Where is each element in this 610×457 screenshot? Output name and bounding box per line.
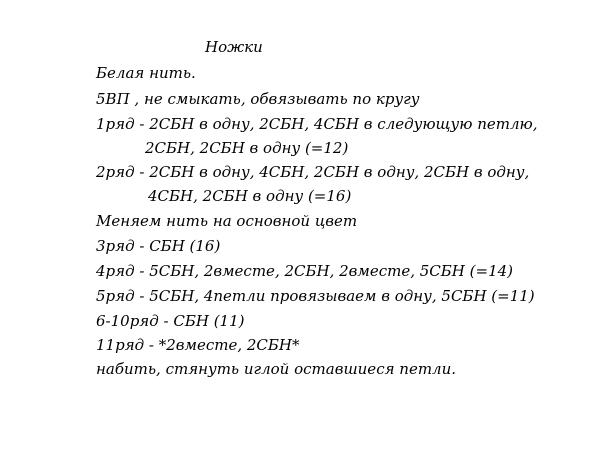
text-line: 2СБН, 2СБН в одну (=12): [145, 139, 349, 157]
text-line: 2ряд - 2СБН в одну, 4СБН, 2СБН в одну, 2СБН в одну,: [96, 163, 530, 181]
text-line: 4СБН, 2СБН в одну (=16): [148, 187, 352, 205]
text-line: Белая нить.: [96, 64, 196, 82]
text-line: набить, стянуть иглой оставшиеся петли.: [96, 360, 457, 378]
text-line: 11ряд - *2вместе, 2СБН*: [96, 336, 300, 354]
text-line: 3ряд - СБН (16): [96, 237, 221, 255]
text-line: Меняем нить на основной цвет: [96, 212, 358, 230]
text-line: 5ВП , не смыкать, обвязывать по кругу: [96, 90, 420, 108]
document-title: Ножки: [205, 38, 263, 56]
text-line: 5ряд - 5СБН, 4петли провязываем в одну, 5СБН (=11): [96, 287, 535, 305]
text-line: 4ряд - 5СБН, 2вместе, 2СБН, 2вместе, 5СБН (=14): [96, 262, 514, 280]
text-line: 6-10ряд - СБН (11): [96, 312, 245, 330]
text-line: 1ряд - 2СБН в одну, 2СБН, 4СБН в следующую петлю,: [96, 115, 538, 133]
